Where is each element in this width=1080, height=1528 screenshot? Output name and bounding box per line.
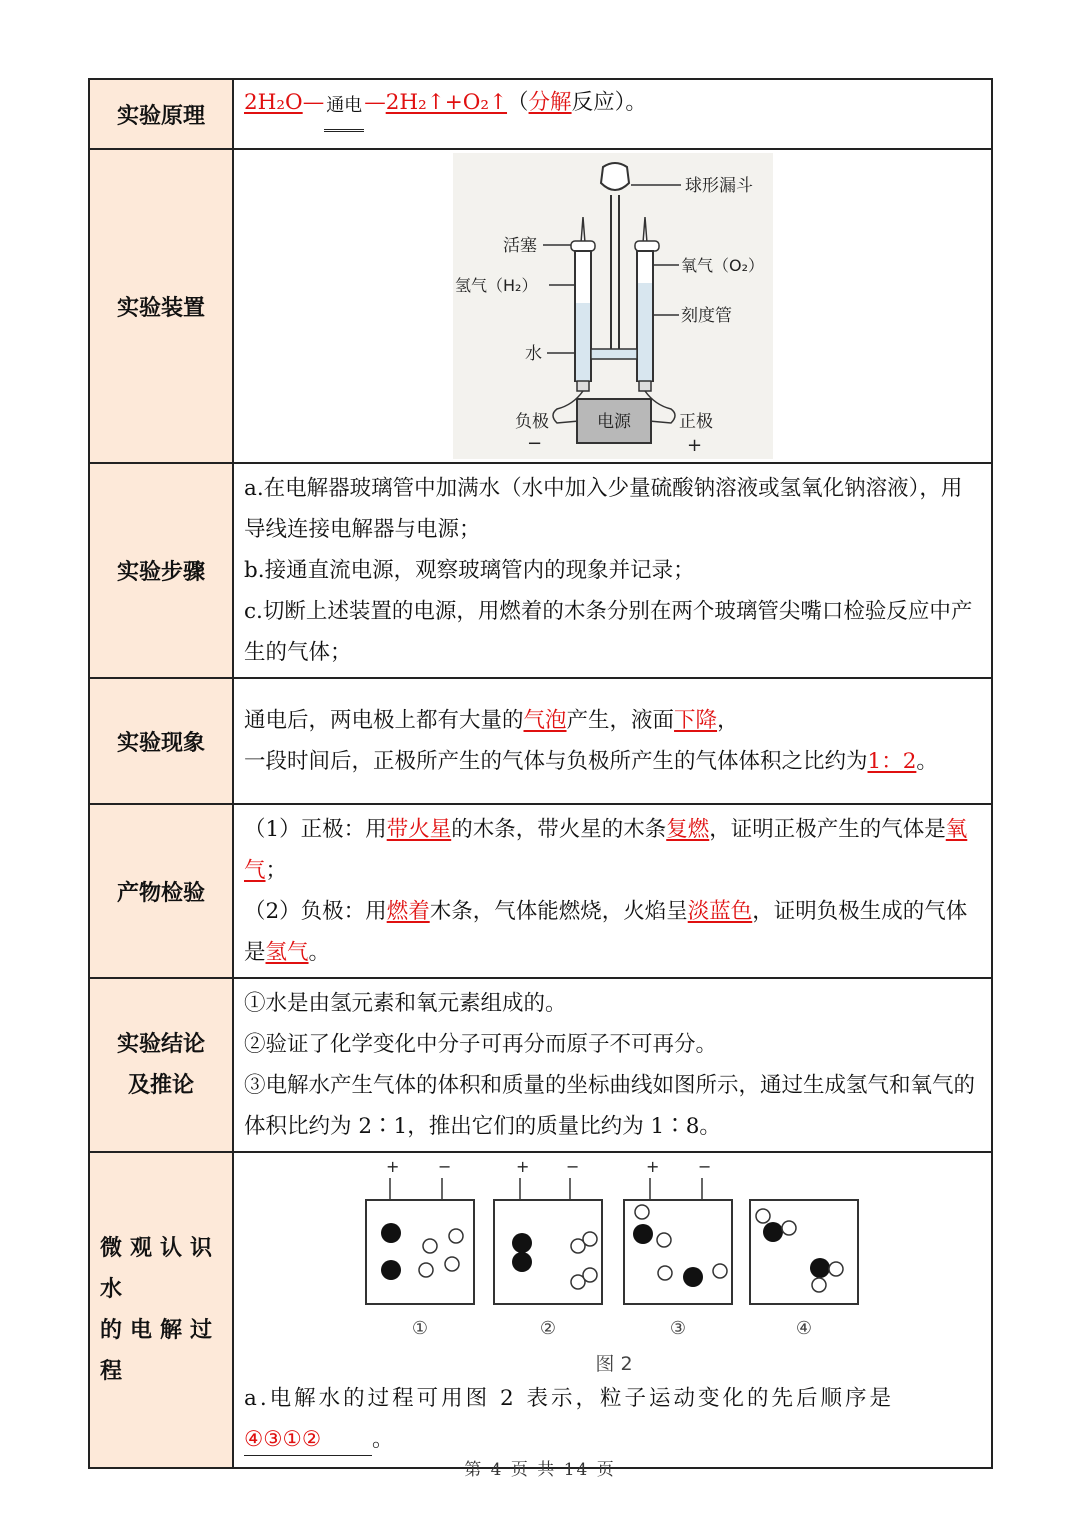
label-micro-line4: 程 — [100, 1359, 123, 1384]
panel-number-1: ① — [411, 1318, 429, 1339]
answer-glowing: 带火星 — [386, 817, 452, 842]
answer-hydrogen: 氢气 — [265, 940, 309, 965]
answer-order: ④③①② — [244, 1427, 322, 1452]
micro-content — [233, 1152, 992, 1468]
panel-number-2: ② — [539, 1318, 557, 1339]
sign-minus-1: − — [438, 1157, 452, 1176]
panel-numbers — [412, 1318, 812, 1339]
row-test — [89, 804, 992, 978]
label-phenomenon: 实验现象 — [89, 678, 233, 804]
sign-positive: + — [686, 435, 702, 456]
label-micro-line1: 微观认识 — [100, 1236, 221, 1261]
test-p1-post: ，证明正极产生的气体是 — [709, 817, 946, 842]
right-water — [638, 283, 652, 381]
micro-question — [244, 1378, 981, 1419]
cross-tube — [591, 349, 637, 359]
sign-plus-1: + — [386, 1157, 400, 1176]
phenomenon-text1: 通电后，两电极上都有大量的 — [244, 708, 524, 733]
reaction-suffix: 反应）。 — [571, 90, 647, 115]
test-p1-mid: 的木条，带火星的木条 — [451, 817, 667, 842]
micro-end: 。 — [372, 1427, 394, 1452]
label-negative: 负极 — [514, 412, 549, 432]
test-p2-end: 。 — [308, 940, 331, 965]
conclusion-2: ②验证了化学变化中分子可再分而原子不可再分。 — [244, 1032, 718, 1057]
micro-process-figure — [244, 1156, 1080, 1378]
left-tip — [581, 217, 585, 243]
sign-plus-3: + — [646, 1157, 660, 1176]
label-oxygen: 氧气（O₂） — [680, 256, 764, 275]
equation-left: 2H₂O — [244, 90, 303, 115]
label-apparatus: 实验装置 — [89, 149, 233, 463]
label-micro-line2: 水 — [100, 1277, 123, 1302]
sign-minus-2: − — [566, 1157, 580, 1176]
phenomenon-line2 — [244, 741, 981, 782]
label-conclusion-line2: 及推论 — [127, 1073, 194, 1098]
left-water — [576, 303, 590, 381]
electrolysis-apparatus-diagram — [453, 153, 773, 459]
equation-condition: 通电 — [326, 85, 362, 126]
panel-1 — [366, 1178, 474, 1304]
right-tip — [643, 217, 647, 243]
panel-number-4: ④ — [795, 1318, 813, 1339]
electrode-signs — [386, 1157, 711, 1176]
reaction-type: 分解 — [528, 90, 572, 115]
test-p1-pre: （1）正极：用 — [244, 817, 387, 842]
funnel-bowl — [601, 163, 629, 190]
principle-content: 2H₂O— 通电—2H₂↑+O₂↑（分解反应）。 — [233, 79, 992, 149]
conclusion-1: ①水是由氢元素和氧元素组成的。 — [244, 991, 567, 1016]
test-p2-pre: （2）负极：用 — [244, 899, 387, 924]
label-water: 水 — [524, 344, 542, 364]
answer-ratio: 1：2 — [867, 749, 917, 774]
page-footer: 第 4 页 共 14 页 — [464, 1460, 616, 1480]
label-micro-line3: 的电解过 — [100, 1318, 221, 1343]
step-b: b.接通直流电源，观察玻璃管内的现象并记录； — [244, 558, 695, 583]
test-negative — [244, 891, 981, 973]
phenomenon-content — [233, 678, 992, 804]
answer-oxygen: 氧气 — [244, 817, 968, 883]
row-micro — [89, 1152, 992, 1468]
row-apparatus — [89, 149, 992, 463]
right-stopcock — [635, 241, 659, 251]
conclusion-content — [233, 978, 992, 1152]
label-steps: 实验步骤 — [89, 463, 233, 678]
step-a: a.在电解器玻璃管中加满水（水中加入少量硫酸钠溶液或氢氧化钠溶液），用导线连接电解器与电源； — [244, 476, 963, 542]
row-steps — [89, 463, 992, 678]
label-conclusion-line1: 实验结论 — [116, 1032, 205, 1057]
panel-number-3: ③ — [669, 1318, 687, 1339]
figure-caption: 图 2 — [595, 1353, 633, 1375]
test-positive — [244, 809, 981, 891]
label-micro — [89, 1152, 233, 1468]
left-electrode — [577, 381, 589, 391]
micro-question-text: a.电解水的过程可用图 2 表示，粒子运动变化的先后顺序是 — [244, 1386, 895, 1411]
panel-4 — [750, 1200, 858, 1304]
right-electrode — [639, 381, 651, 391]
sign-minus-3: − — [698, 1157, 712, 1176]
test-p2-post: ，证明负极生成的气体是 — [244, 899, 968, 965]
paren-open: （ — [507, 90, 529, 115]
label-conclusion — [89, 978, 233, 1152]
label-tube: 刻度管 — [680, 306, 732, 326]
answer-burning: 燃着 — [386, 899, 430, 924]
phenomenon-text2: 产生，液面 — [566, 708, 675, 733]
test-p1-end: ； — [265, 858, 288, 883]
label-funnel: 球形漏斗 — [684, 176, 753, 196]
micro-answer-line — [244, 1419, 981, 1460]
row-phenomenon — [89, 678, 992, 804]
phenomenon-text4: 一段时间后，正极所产生的气体与负极所产生的气体体积之比约为 — [244, 749, 868, 774]
label-stopcock: 活塞 — [502, 236, 537, 256]
steps-content — [233, 463, 992, 678]
conclusion-3: ③电解水产生气体的体积和质量的坐标曲线如图所示，通过生成氢气和氧气的体积比约为 2∶1，推出它们的质量比约为 1∶8。 — [244, 1073, 976, 1139]
sign-plus-2: + — [516, 1157, 530, 1176]
answer-pale-blue: 淡蓝色 — [687, 899, 753, 924]
phenomenon-line1 — [244, 700, 981, 741]
sign-negative: − — [526, 433, 542, 454]
label-hydrogen: 氢气（H₂） — [454, 276, 537, 295]
test-content — [233, 804, 992, 978]
test-p2-mid: 木条，气体能燃烧，火焰呈 — [429, 899, 688, 924]
answer-bubbles: 气泡 — [523, 708, 567, 733]
left-stopcock — [571, 241, 595, 251]
phenomenon-text5: 。 — [916, 749, 938, 774]
answer-rekindle: 复燃 — [666, 817, 710, 842]
step-c: c.切断上述装置的电源，用燃着的木条分别在两个玻璃管尖嘴口检验反应中产生的气体； — [244, 599, 973, 665]
answer-drop: 下降 — [674, 708, 718, 733]
row-principle — [89, 79, 992, 149]
equation-right: 2H₂↑+O₂↑ — [385, 90, 508, 115]
label-principle: 实验原理 — [89, 79, 233, 149]
row-conclusion — [89, 978, 992, 1152]
panel-2 — [494, 1178, 602, 1304]
label-test: 产物检验 — [89, 804, 233, 978]
label-positive: 正极 — [678, 412, 713, 432]
apparatus-figure-cell — [233, 149, 992, 463]
panel-3 — [624, 1178, 732, 1304]
label-power: 电源 — [596, 412, 631, 432]
phenomenon-text3: ， — [717, 708, 739, 733]
experiment-table — [88, 78, 993, 1469]
